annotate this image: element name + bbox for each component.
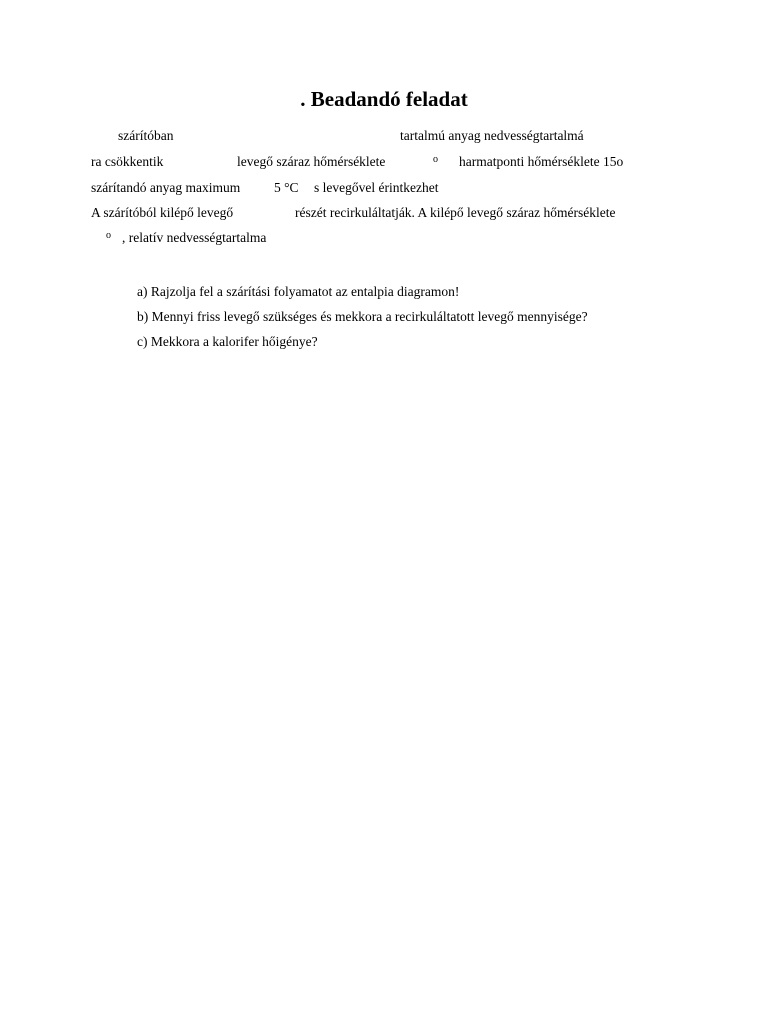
question-item-a: a) Rajzolja fel a szárítási folyamatot az entalpia diagramon! — [137, 284, 460, 299]
text-fragment: tartalmú anyag nedvességtartalmá — [400, 128, 584, 143]
degree-symbol: o — [106, 230, 111, 241]
text-fragment: levegő száraz hőmérséklete — [237, 154, 386, 169]
text-fragment: 5 °C — [274, 180, 299, 195]
document-title: . Beadandó feladat — [300, 87, 468, 111]
text-fragment: harmatponti hőmérséklete 15o — [459, 154, 624, 169]
question-item-b: b) Mennyi friss levegő szükséges és mekkora a recirkuláltatott levegő mennyisége? — [137, 309, 588, 324]
text-fragment: szárítandó anyag maximum — [91, 180, 241, 195]
text-fragment: szárítóban — [118, 128, 174, 143]
text-fragment: ra csökkentik — [91, 154, 164, 169]
question-list — [137, 279, 588, 354]
text-fragment: s levegővel érintkezhet — [314, 180, 439, 195]
text-fragment: , relatív nedvességtartalma — [122, 230, 267, 245]
question-item-c: c) Mekkora a kalorifer hőigénye? — [137, 334, 318, 349]
degree-symbol: o — [433, 154, 438, 165]
text-fragment: A szárítóból kilépő levegő — [91, 205, 234, 220]
text-fragment: részét recirkuláltatják. A kilépő levegő száraz hőmérséklete — [295, 205, 616, 220]
